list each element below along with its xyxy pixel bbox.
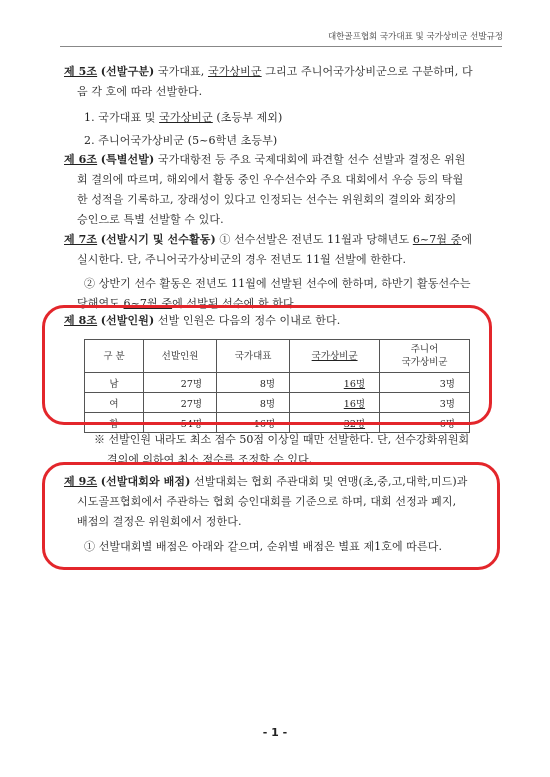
article-5-item1-underlined: 국가상비군 — [159, 111, 213, 124]
article-6 — [64, 150, 494, 230]
document-header: 대한골프협회 국가대표 및 국가상비군 선발규정 — [327, 32, 503, 42]
article-7-title: (선발시기 및 선수활동) — [100, 233, 216, 246]
article-7-text-underlined: 6~7월 중 — [412, 233, 462, 246]
table-cell: 16명 — [290, 393, 380, 413]
quota-header-total: 선발인원 — [144, 340, 217, 373]
article-9-title: (선발대회와 배점) — [100, 475, 191, 488]
table-cell: 27명 — [144, 373, 217, 393]
header-divider — [60, 46, 502, 47]
article-9-number: 제 9조 — [64, 475, 98, 488]
highlight-box-article-8 — [42, 305, 492, 425]
article-6-title: (특별선발) — [100, 153, 155, 166]
table-cell: 16명 — [217, 413, 290, 433]
article-7-paragraph2-b: 에 선발된 선수에 한 한다. — [172, 297, 298, 310]
article-8-title: (선발인원) — [100, 314, 155, 327]
quota-header-national: 국가대표 — [217, 340, 290, 373]
table-cell: 3명 — [380, 393, 470, 413]
article-8-number: 제 8조 — [64, 314, 98, 327]
article-8-note-line1: ※ 선발인원 내라도 최소 점수 50점 이상일 때만 선발한다. 단, 선수강화위원회 — [94, 433, 470, 446]
article-5-text-b: 그리고 주니어국가상비군으로 구분하며, 다 — [261, 65, 473, 78]
article-7-text-a: ① 선수선발은 전년도 11월과 당해년도 — [219, 233, 413, 246]
article-5 — [64, 62, 494, 151]
article-6-number: 제 6조 — [64, 153, 98, 166]
article-7-text-b: 에 — [461, 233, 473, 246]
article-7-paragraph2-line1: ② 상반기 선수 활동은 전년도 11월에 선발된 선수에 한하며, 하반기 활동선수는 — [84, 277, 471, 290]
article-5-item1-a: 1. 국가대표 및 — [84, 111, 160, 124]
table-cell: 6명 — [380, 413, 470, 433]
article-5-item1-b: (초등부 제외) — [212, 111, 283, 124]
table-cell: 16명 — [290, 373, 380, 393]
article-9-item1: ① 선발대회별 배점은 아래와 같으며, 순위별 배점은 별표 제1호에 따른다. — [84, 540, 443, 553]
article-7-number: 제 7조 — [64, 233, 98, 246]
article-7-paragraph2-underlined: 6~7월 중 — [123, 297, 173, 310]
table-cell: 여 — [85, 393, 144, 413]
article-9-line2: 시도골프협회에서 주관하는 협회 승인대회를 기준으로 하며, 대회 선정과 폐지, — [77, 495, 457, 508]
article-5-text-underlined: 국가상비군 — [207, 65, 262, 78]
page-number: - 1 - — [262, 726, 288, 739]
article-9-line3: 배점의 결정은 위원회에서 정한다. — [77, 515, 242, 528]
article-9-line1: 선발대회는 협회 주관대회 및 연맹(초,중,고,대학,미드)과 — [193, 475, 468, 488]
article-6-line3: 한 성적을 기록하고, 장래성이 있다고 인정되는 선수는 위원회의 결의와 회장의 — [77, 193, 457, 206]
quota-header-junior: 주니어 국가상비군 — [380, 340, 470, 373]
article-5-line2: 음 각 호에 따라 선발한다. — [77, 85, 203, 98]
table-cell: 3명 — [380, 373, 470, 393]
highlight-box-article-9 — [42, 462, 500, 570]
article-5-number: 제 5조 — [64, 65, 98, 78]
table-cell: 8명 — [217, 373, 290, 393]
table-cell: 8명 — [217, 393, 290, 413]
article-6-line4: 승인으로 특별 선발할 수 있다. — [77, 213, 224, 226]
table-cell: 합 — [85, 413, 144, 433]
article-6-line2: 회 결의에 따르며, 해외에서 활동 중인 우수선수와 주요 대회에서 우승 등의 탁월 — [77, 173, 464, 186]
quota-header-category: 구 분 — [85, 340, 144, 373]
article-8-text: 선발 인원은 다음의 정수 이내로 한다. — [157, 314, 341, 327]
article-5-text-a: 국가대표, — [157, 65, 208, 78]
quota-header-reserve: 국가상비군 — [290, 340, 380, 373]
article-7 — [64, 230, 494, 314]
article-6-line1: 국가대항전 등 주요 국제대회에 파견할 선수 선발과 결정은 위원 — [157, 153, 466, 166]
article-7-paragraph2-a: 당해연도 — [77, 297, 124, 310]
article-5-item2: 2. 주니어국가상비군 (5~6학년 초등부) — [84, 134, 278, 147]
table-cell: 27명 — [144, 393, 217, 413]
article-5-title: (선발구분) — [100, 65, 155, 78]
table-cell: 54명 — [144, 413, 217, 433]
table-cell: 32명 — [290, 413, 380, 433]
table-cell: 남 — [85, 373, 144, 393]
article-8-note-line2: 결의에 의하여 최소 점수를 조정할 수 있다. — [107, 453, 313, 466]
article-7-line2: 실시한다. 단, 주니어국가상비군의 경우 전년도 11월 선발에 한한다. — [77, 253, 407, 266]
